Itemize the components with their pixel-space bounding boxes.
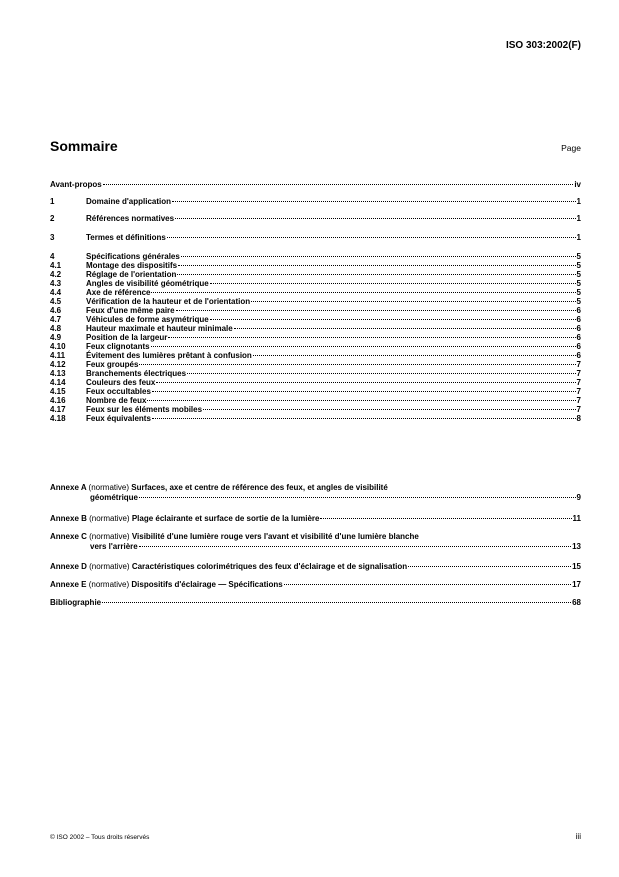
toc-entry-number: 4.3 <box>50 279 62 288</box>
toc-entry-number: 4.9 <box>50 333 62 342</box>
toc-entry-label: Termes et définitions <box>86 233 166 242</box>
toc-entry-page: 1 <box>576 233 581 242</box>
toc-entry-page: iv <box>574 180 581 189</box>
toc-entry[interactable] <box>50 252 581 261</box>
toc-entry[interactable] <box>50 270 581 279</box>
annex-page: 17 <box>572 580 581 589</box>
toc-entry[interactable] <box>50 197 581 206</box>
annex-entry[interactable] <box>50 580 581 590</box>
toc-entry-label: Hauteur maximale et hauteur minimale <box>86 324 233 333</box>
toc-entry-label: Feux clignotants <box>86 342 150 351</box>
dot-leader <box>210 319 576 320</box>
toc-entry[interactable] <box>50 342 581 351</box>
annex-entry[interactable] <box>50 514 581 524</box>
bibliography-page: 68 <box>572 598 581 607</box>
toc-entry-label: Vérification de la hauteur et de l'orientation <box>86 297 251 306</box>
dot-leader <box>251 301 575 302</box>
annex-entry[interactable] <box>50 562 581 572</box>
annex-kind: (normative) <box>88 483 129 492</box>
toc-entry-number: 4.1 <box>50 261 62 270</box>
toc-entry-number: 4.13 <box>50 369 66 378</box>
toc-entry-number: 3 <box>50 233 55 242</box>
dot-leader <box>408 566 571 567</box>
bibliography-label: Bibliographie <box>50 598 102 607</box>
dot-leader <box>102 602 571 603</box>
annex-title: Visibilité d'une lumière rouge vers l'avant et visibilité d'une lumière blanche <box>131 532 419 541</box>
annex-kind: (normative) <box>89 514 130 523</box>
toc-entry-page: 7 <box>576 378 581 387</box>
toc-entry-label: Références normatives <box>86 214 175 223</box>
annex-title-continued: géométrique <box>90 493 139 502</box>
dot-leader <box>139 364 575 365</box>
toc-entry-label: Feux équivalents <box>86 414 151 423</box>
toc-entry[interactable] <box>50 214 581 223</box>
annex-name: Annexe E <box>50 580 87 589</box>
toc-entry[interactable] <box>50 414 581 423</box>
toc-entry-number: 1 <box>50 197 55 206</box>
toc-entry-number: 4.8 <box>50 324 62 333</box>
toc-entry-label: Feux groupés <box>86 360 139 369</box>
toc-entry[interactable] <box>50 351 581 360</box>
toc-entry-page: 7 <box>576 360 581 369</box>
dot-leader <box>253 355 576 356</box>
toc-entry[interactable] <box>50 288 581 297</box>
annex-title-continued: vers l'arrière <box>90 542 138 551</box>
toc-entry-label: Feux sur les éléments mobiles <box>86 405 203 414</box>
annex-page: 11 <box>572 514 581 523</box>
dot-leader <box>152 418 576 419</box>
dot-leader <box>320 518 571 519</box>
dot-leader <box>234 328 576 329</box>
toc-entry[interactable] <box>50 233 581 242</box>
toc-entry-label: Nombre de feux <box>86 396 147 405</box>
toc-entry[interactable] <box>50 369 581 378</box>
toc-entry[interactable] <box>50 180 581 189</box>
toc-entry-number: 4.11 <box>50 351 66 360</box>
toc-entry-label: Couleurs des feux <box>86 378 156 387</box>
page-column-label: Page <box>561 143 581 153</box>
toc-entry-page: 5 <box>576 297 581 306</box>
toc-entry-page: 7 <box>576 405 581 414</box>
annex-kind: (normative) <box>88 580 130 589</box>
toc-entry-number: 4.17 <box>50 405 66 414</box>
dot-leader <box>152 391 576 392</box>
toc-entry-page: 5 <box>576 270 581 279</box>
document-code: ISO 303:2002(F) <box>505 40 581 51</box>
footer-page-number: iii <box>575 832 581 841</box>
dot-leader <box>103 184 574 185</box>
toc-entry-label: Feux occultables <box>86 387 151 396</box>
toc-entry-label: Branchements électriques <box>86 369 187 378</box>
toc-entry-page: 7 <box>576 369 581 378</box>
dot-leader <box>177 274 575 275</box>
toc-entry-number: 4.5 <box>50 297 62 306</box>
toc-entry-label: Évitement des lumières prêtant à confusion <box>86 351 252 360</box>
annex-title: Surfaces, axe et centre de référence des feux, et angles de visibilité <box>131 483 388 492</box>
dot-leader <box>210 283 576 284</box>
dot-leader <box>203 409 576 410</box>
toc-entry[interactable] <box>50 324 581 333</box>
toc-entry-page: 5 <box>576 252 581 261</box>
toc-entry-page: 6 <box>576 306 581 315</box>
toc-entry-label: Avant-propos <box>50 180 102 189</box>
annex-kind: (normative) <box>89 532 130 541</box>
dot-leader <box>139 546 571 547</box>
toc-entry[interactable] <box>50 306 581 315</box>
toc-entry[interactable] <box>50 333 581 342</box>
toc-entry-number: 4.14 <box>50 378 66 387</box>
dot-leader <box>181 256 576 257</box>
toc-entry-page: 5 <box>576 261 581 270</box>
toc-entry-page: 6 <box>576 351 581 360</box>
dot-leader <box>151 346 576 347</box>
annex-page: 15 <box>572 562 581 571</box>
toc-entry[interactable] <box>50 315 581 324</box>
annex-name: Annexe C <box>50 532 87 541</box>
toc-entry-label: Axe de référence <box>86 288 151 297</box>
toc-entry-number: 4.15 <box>50 387 66 396</box>
toc-entry-number: 4.10 <box>50 342 66 351</box>
dot-leader <box>168 337 575 338</box>
toc-entry-page: 6 <box>576 324 581 333</box>
dot-leader <box>147 400 575 401</box>
toc-entry-number: 4.12 <box>50 360 66 369</box>
annex-page: 13 <box>572 542 581 551</box>
toc-entry-label: Position de la largeur <box>86 333 168 342</box>
page-title: Sommaire <box>50 138 118 154</box>
toc-entry-number: 4.7 <box>50 315 62 324</box>
annex-name: Annexe D <box>50 562 87 571</box>
toc-entry-page: 6 <box>576 342 581 351</box>
dot-leader <box>172 201 576 202</box>
toc-entry-page: 6 <box>576 315 581 324</box>
toc-entry-page: 6 <box>576 333 581 342</box>
toc-entry-label: Angles de visibilité géométrique <box>86 279 209 288</box>
dot-leader <box>284 584 571 585</box>
toc-entry[interactable] <box>50 279 581 288</box>
toc-entry-page: 8 <box>576 414 581 423</box>
toc-entry-number: 4.16 <box>50 396 66 405</box>
toc-entry-page: 7 <box>576 396 581 405</box>
annex-entry[interactable] <box>50 483 581 503</box>
toc-entry-label: Domaine d'application <box>86 197 172 206</box>
annex-title: Caractéristiques colorimétriques des feux d'éclairage et de signalisation <box>131 562 408 571</box>
dot-leader <box>187 373 576 374</box>
toc-entry-label: Montage des dispositifs <box>86 261 178 270</box>
dot-leader <box>175 218 576 219</box>
dot-leader <box>178 265 575 266</box>
toc-entry-number: 4.2 <box>50 270 62 279</box>
toc-entry-bibliography[interactable] <box>50 598 581 607</box>
toc-entry[interactable] <box>50 261 581 270</box>
toc-entry-page: 1 <box>576 197 581 206</box>
toc-entry-number: 2 <box>50 214 55 223</box>
annex-entry[interactable] <box>50 532 581 552</box>
toc-entry-number: 4.4 <box>50 288 62 297</box>
annex-kind: (normative) <box>89 562 130 571</box>
dot-leader <box>156 382 575 383</box>
toc-entry[interactable] <box>50 405 581 414</box>
toc-entry[interactable] <box>50 387 581 396</box>
toc-entry[interactable] <box>50 378 581 387</box>
annex-name: Annexe A <box>50 483 87 492</box>
annex-name: Annexe B <box>50 514 87 523</box>
toc-entry-number: 4.6 <box>50 306 62 315</box>
toc-entry[interactable] <box>50 297 581 306</box>
toc-entry-label: Spécifications générales <box>86 252 180 261</box>
toc-entry-label: Réglage de l'orientation <box>86 270 177 279</box>
annex-title: Dispositifs d'éclairage — Spécifications <box>131 580 283 589</box>
toc-entry[interactable] <box>50 360 581 369</box>
dot-leader <box>139 497 576 498</box>
toc-entry-label: Feux d'une même paire <box>86 306 175 315</box>
dot-leader <box>151 292 575 293</box>
dot-leader <box>167 237 576 238</box>
annex-page: 9 <box>576 493 581 502</box>
footer-copyright: © ISO 2002 – Tous droits réservés <box>50 834 150 841</box>
toc-entry-page: 1 <box>576 214 581 223</box>
toc-entry-number: 4 <box>50 252 55 261</box>
toc-entry-label: Véhicules de forme asymétrique <box>86 315 209 324</box>
toc-entry-number: 4.18 <box>50 414 66 423</box>
dot-leader <box>176 310 576 311</box>
toc-entry-page: 5 <box>576 279 581 288</box>
annex-title: Plage éclairante et surface de sortie de la lumière <box>131 514 320 523</box>
toc-entry-page: 7 <box>576 387 581 396</box>
toc-entry[interactable] <box>50 396 581 405</box>
toc-entry-page: 5 <box>576 288 581 297</box>
